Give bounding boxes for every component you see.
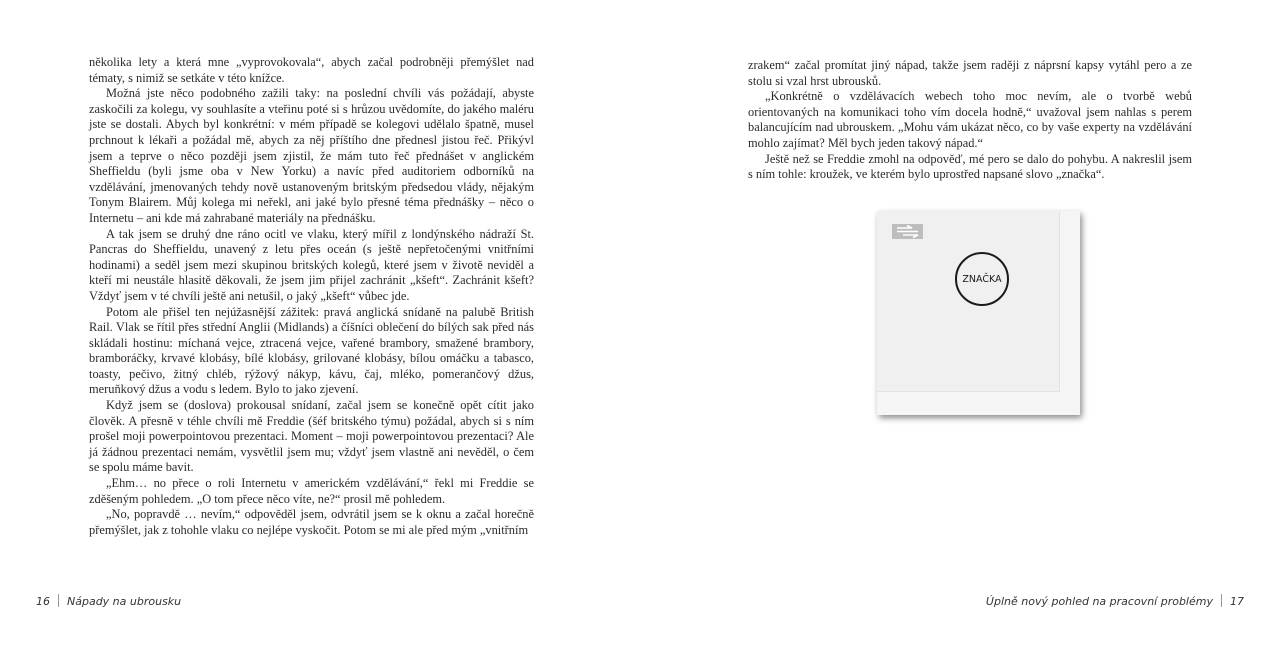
paragraph: Možná jste něco podobného zažili taky: na poslední chvíli vás požádají, abyste zaskočili za kolegu, vy souhlasíte a vteřinu poté si s hrůzou uvědomíte, do jakého maléru jste se dostali. Abych byl konkrétní: v mém případě se kolegovi udělalo špatně, musel prchnout k lékaři a požádal mě, abych za něj příštího dne přednesl jistou řeč. Přikývl jsem a teprve o něco později jsem zjistil, že mám tuto řeč přednášet v anglickém Sheffieldu (byli jsme oba v New Yorku) a navíc před auditoriem odborníků na vzdělávání, jmenovaných tehdy nově ustanoveným britským předsedou vlády, nějakým Tonym Blairem. Můj kolega mi neřekl, ani jaké bylo přesné téma přednášky – něco o Internetu – ani kde má zahrabané materiály na přednášku. <box>89 86 534 225</box>
napkin-word: ZNAČKA <box>962 273 1002 285</box>
running-title: Úplně nový pohled na pracovní problémy <box>985 595 1213 608</box>
paragraph: Když jsem se (doslova) prokousal snídaní, začal jsem se konečně opět cítit jako člověk. A přesně v téhle chvíli mě Freddie (šéf britského týmu) požádal, abych si s ním prošel moji powerpointovou prezentaci. Moment – moji powerpointovou prezentaci? Ale já žádnou prezentaci nemám, vysvětlil jsem mu; vždyť jsem vlastně ani nevěděl, o čem se spolu máme bavit. <box>89 398 534 475</box>
napkin-circle-drawing <box>955 252 1009 306</box>
page-number: 16 <box>36 595 50 608</box>
page-number: 17 <box>1230 595 1244 608</box>
paragraph: „No, popravdě … nevím,“ odpověděl jsem, odvrátil jsem se k oknu a začal horečně přemýšlet, jak z tohohle vlaku co nejlépe vyskočit. Potom se mi ale před mým „vnitřním <box>89 507 534 537</box>
napkin-illustration <box>877 211 1080 415</box>
footer-left <box>36 594 181 608</box>
paragraph: několika lety a která mne „vyprovokovala“, abych začal podrobněji přemýšlet nad tématy, s nimiž se setkáte v této knížce. <box>89 55 534 85</box>
british-rail-logo-icon <box>892 224 923 239</box>
paragraph: A tak jsem se druhý dne ráno ocitl ve vlaku, který mířil z londýnského nádraží St. Pancras do Sheffieldu, unavený z letu přes oceán (s ještě nepřetočenými vnitřními hodinami) a seděl jsem mezi skupinou britských kolegů, které jsem v životě neviděl a kteří mi neustále hlasitě děkovali, že jsem jim přijel zachránit „kšeft“. Zachránit kšeft? Vždyť jsem v té chvíli ještě ani netušil, o jaký „kšeft“ vůbec jde. <box>89 226 534 303</box>
footer-right <box>986 594 1244 608</box>
running-title: Nápady na ubrousku <box>67 595 182 608</box>
paragraph: Potom ale přišel ten nejúžasnější zážitek: pravá anglická snídaně na palubě British Rail. Vlak se řítil přes střední Anglii (Midlands) a číšníci oblečení do bílých sak před nás skládali hostinu: míchaná vejce, ztracená vejce, vařené brambory, smažené brambory, bramboráčky, krvavé klobásy, bílé klobásy, grilované klobásy, bílou omáčku a tabasco, toasty, pečivo, žitný chléb, rýžový nákyp, kávu, čaj, mléko, pomerančový džus, meruňkový džus a vodu s ledem. Bylo to jako zjevení. <box>89 304 534 397</box>
paragraph: „Ehm… no přece o roli Internetu v americkém vzdělávání,“ řekl mi Freddie se zděšeným pohledem. „O tom přece něco víte, ne?“ prosil mě pohledem. <box>89 476 534 506</box>
footer-divider <box>1221 594 1222 607</box>
right-page-text <box>748 58 1192 183</box>
left-page-text <box>89 55 534 538</box>
paragraph: zrakem“ začal promítat jiný nápad, takže jsem raději z náprsní kapsy vytáhl pero a ze stolu si vzal hrst ubrousků. <box>748 58 1192 88</box>
footer-divider <box>58 594 59 607</box>
paragraph: Ještě než se Freddie zmohl na odpověď, mé pero se dalo do pohybu. A nakreslil jsem s ním tohle: kroužek, ve kterém bylo uprostřed napsané slovo „značka“. <box>748 151 1192 182</box>
paragraph: „Konkrétně o vzdělávacích webech toho moc nevím, ale o tvorbě webů orientovaných na komunikaci toho vím docela hodně,“ uvažoval jsem nahlas s perem balancujícím nad ubrouskem. „Mohu vám ukázat něco, co by vaše experty na vzdělávání mohlo zajímat? Měl bych jeden takový nápad.“ <box>748 89 1192 150</box>
